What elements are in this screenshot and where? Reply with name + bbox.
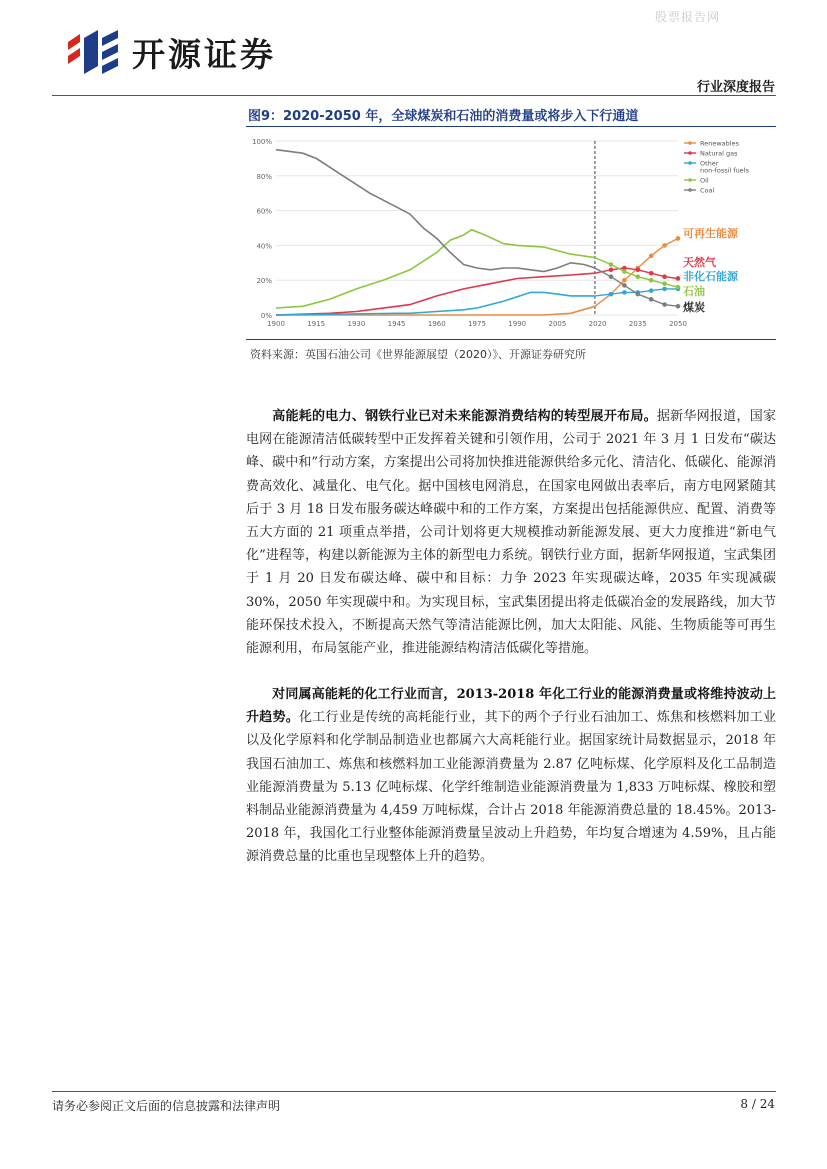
data-point xyxy=(676,304,681,309)
x-tick-label: 1960 xyxy=(427,320,446,328)
figure-top-rule xyxy=(246,126,776,127)
brand-name: 开源证券 xyxy=(132,34,276,74)
data-point xyxy=(636,292,641,297)
data-point xyxy=(636,267,641,272)
legend-label: Natural gas xyxy=(700,149,738,158)
series-label-cn: 非化石能源 xyxy=(683,270,738,283)
series-label-cn: 可再生能源 xyxy=(683,227,738,240)
data-point xyxy=(662,281,667,286)
series-label-cn: 天然气 xyxy=(683,256,716,269)
x-tick-label: 1945 xyxy=(387,320,406,328)
data-point xyxy=(662,274,667,279)
data-point xyxy=(649,278,654,283)
legend-label: Renewables xyxy=(700,139,739,148)
x-tick-label: 1900 xyxy=(267,320,285,328)
legend-swatch-dot xyxy=(688,188,692,192)
legend-swatch-dot xyxy=(688,178,692,182)
series-line xyxy=(276,273,595,315)
data-point xyxy=(609,262,614,267)
data-point xyxy=(609,267,614,272)
x-tick-label: 1930 xyxy=(347,320,366,328)
data-point xyxy=(609,292,614,297)
header-divider xyxy=(52,95,776,96)
paragraph-body: 化工行业是传统的高耗能行业，其下的两个子行业石油加工、炼焦和核燃料加工业以及化学原料和化学制品制造业也都属六大高耗能行业。据国家统计局数据显示，2018 年我国石油加工、炼焦和核燃料加工业能源消费量为 2.87 亿吨标煤、化学原料及化工品制造业能源消费量为 5.13 亿吨标煤、化学纤维制造业能源消费量为 1,833 万吨标煤、橡胶和塑料制品业能源消费量为 4,459 万吨标煤，合计占 2018 年能源消费总量的 18.45%。2013-2018 年，我国化工行业整体能源消费量呈波动上升趋势，年均复合增速为 4.59%，且占能源消费总量的比重也呈现整体上升的趋势。 xyxy=(246,710,776,865)
x-tick-label: 2020 xyxy=(588,320,607,328)
series-line-projection xyxy=(595,238,678,306)
y-tick-label: 80% xyxy=(256,172,272,181)
legend-label: Other non-fossil fuels xyxy=(700,159,749,175)
brand-logo-mark-icon xyxy=(64,30,122,74)
x-tick-label: 1975 xyxy=(468,320,486,328)
report-type: 行业深度报告 xyxy=(696,80,775,95)
paragraph-lead: 高能耗的电力、钢铁行业已对未来能源消费结构的转型展开布局。 xyxy=(272,409,657,424)
x-tick-label: 2050 xyxy=(669,320,687,328)
data-point xyxy=(609,274,614,279)
data-point xyxy=(622,269,627,274)
watermark: 股票报告网 xyxy=(655,10,721,24)
x-tick-label: 2035 xyxy=(628,320,647,328)
y-tick-label: 20% xyxy=(256,277,272,286)
data-point xyxy=(676,236,681,241)
paragraph-body: 据新华网报道，国家电网在能源清洁低碳转型中正发挥着关键和引领作用，公司于 2021 年 3 月 1 日发布“碳达峰、碳中和”行动方案，方案提出公司将加快推进能源供给多元化、清洁化、低碳化、能源消费高效化、减量化、电气化。据中国核电网消息，在国家电网做出表率后，南方电网紧随其后于 3 月 18 日发布服务碳达峰碳中和的工作方案，方案提出包括能源供应、配置、消费等五大方面的 21 项重点举措，公司计划将更大规模推动新能源发展、更大力度推进“新电气化”进程等，构建以新能源为主体的新型电力系统。钢铁行业方面，据新华网报道，宝武集团于 1 月 20 日发布碳达峰、碳中和目标：力争 2023 年实现碳达峰，2035 年实现减碳 30%，2050 年实现碳中和。为实现目标，宝武集团提出将走低碳冶金的发展路线，加大节能环保技术投入，不断提高天然气等清洁能源比例，加大太阳能、风能、生物质能等可再生能源利用，布局氢能产业，推进能源结构清洁低碳化等措施。 xyxy=(246,409,776,657)
legend-label: Oil xyxy=(700,176,709,185)
legend-swatch-dot xyxy=(688,151,692,155)
data-point xyxy=(662,302,667,307)
data-point xyxy=(649,297,654,302)
data-point xyxy=(676,285,681,290)
legend-label: Coal xyxy=(700,186,715,195)
data-point xyxy=(676,276,681,281)
y-tick-label: 100% xyxy=(251,138,272,146)
page-number: 8 / 24 xyxy=(740,1097,775,1111)
data-point xyxy=(649,254,654,259)
energy-share-chart xyxy=(246,133,776,333)
data-point xyxy=(636,274,641,279)
data-point xyxy=(622,283,627,288)
y-tick-label: 40% xyxy=(256,242,272,251)
x-tick-label: 1915 xyxy=(307,320,326,328)
series-label-cn: 煤炭 xyxy=(683,301,705,314)
brand-logo xyxy=(64,30,276,74)
y-tick-label: 60% xyxy=(256,207,272,216)
figure-title: 图9：2020-2050 年，全球煤炭和石油的消费量或将步入下行通道 xyxy=(248,109,639,124)
footer-disclaimer: 请务必参阅正文后面的信息披露和法律声明 xyxy=(52,1099,281,1113)
data-point xyxy=(649,271,654,276)
x-tick-label: 2005 xyxy=(548,320,567,328)
data-point xyxy=(662,287,667,292)
legend-swatch-dot xyxy=(688,141,692,145)
data-point xyxy=(622,278,627,283)
legend-swatch-dot xyxy=(688,161,692,165)
data-point xyxy=(649,288,654,293)
data-point xyxy=(662,243,667,248)
figure-source: 资料来源：英国石油公司《世界能源展望（2020）》、开源证券研究所 xyxy=(250,348,586,361)
footer-divider xyxy=(52,1091,776,1092)
paragraph-chemical xyxy=(246,683,776,869)
data-point xyxy=(622,290,627,295)
paragraph-lead: 对同属高能耗的化工行业而言，2013-2018 年化工行业的能源消费量或将维持波动上升趋势。 xyxy=(246,687,776,726)
y-tick-label: 0% xyxy=(260,312,272,320)
x-tick-label: 1990 xyxy=(508,320,527,328)
figure-bottom-rule xyxy=(246,339,776,340)
paragraph-power-steel xyxy=(246,405,776,660)
series-label-cn: 石油 xyxy=(683,285,705,298)
